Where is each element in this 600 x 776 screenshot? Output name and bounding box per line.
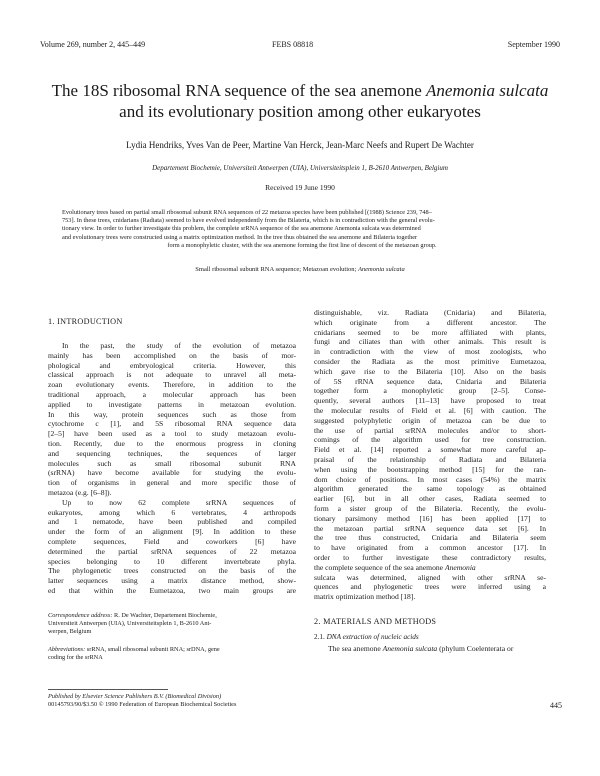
body-line: form a sister group of the Bilateria. Recently, the evolu-	[314, 503, 546, 513]
section-heading-methods: 2. MATERIALS AND METHODS	[314, 617, 437, 626]
body-line: Up to now 62 complete srRNA sequences of	[62, 497, 296, 507]
abstract-line: Evolutionary trees based on partial small ribosomal subunit RNA sequences of 22 metazoa species have been published [(1988) Science 239, 748–	[62, 209, 432, 216]
body-line: The sea anemone	[328, 644, 383, 653]
body-line: fungi and ciliates than with other animals. This result is	[314, 337, 546, 347]
body-line: applied to investigate patterns in metazoan evolution.	[48, 399, 296, 409]
body-line: which gave rise to the Bilateria [10]. Also on the basis	[314, 366, 546, 376]
body-line: tion of organisms in general and more specific those of	[48, 478, 296, 488]
title-line2: and its evolutionary position among other eukaryotes	[119, 102, 481, 121]
author-list: Lydia Hendriks, Yves Van de Peer, Martine Van Herck, Jean-Marc Neefs and Rupert De Wachter	[126, 140, 474, 150]
abbreviations-line: srRNA, small ribosomal subunit RNA; srDNA, gene	[85, 646, 220, 653]
body-line: mainly has been accomplished on the basis of mor-	[48, 350, 296, 360]
keywords	[40, 266, 560, 273]
column-right-body	[314, 308, 546, 602]
column-left-body	[48, 341, 296, 596]
body-line: metazoa (e.g. [6–8]).	[48, 487, 112, 497]
body-line: in contradiction with the view of most zoologists, who	[314, 347, 546, 357]
body-line: sulcata was determined, aligned with other srRNA se-	[314, 572, 546, 582]
body-line: tionary parsimony method [16] has been applied [17] to	[314, 513, 546, 523]
body-line: algorithm generated the same topology as obtained	[314, 484, 546, 494]
body-line: the complete sequence of the sea anemone	[314, 562, 445, 572]
body-line: In the past, the study of the evolution of metazoa	[62, 341, 296, 350]
body-line: Field et al. [14] reported a somewhat more careful ap-	[314, 445, 546, 455]
subsection-title: DNA extraction of nucleic acids	[326, 633, 419, 641]
body-line: zoan evolutionary events. Therefore, in addition to the	[48, 380, 296, 390]
body-line: traditional approach, a molecular approach has been	[48, 389, 296, 399]
species-name: Anemonia sulcata	[382, 644, 438, 653]
body-line: complete sequences, Field and coworkers [6] have	[48, 536, 296, 546]
body-line: species belonging to 10 different invertebrate phyla.	[48, 556, 296, 566]
body-line: distinguishable, viz. Radiata (Cnidaria) and Bilateria,	[314, 308, 546, 317]
abstract	[62, 209, 542, 250]
abbreviations-line: coding for the srRNA	[48, 654, 103, 662]
body-line: the molecular results of Field et al. [6] with caution. The	[314, 405, 546, 415]
body-line: order to further investigate these contradictory results,	[314, 552, 546, 562]
body-line: dom choice of positions. In most cases (54%) the matrix	[314, 474, 546, 484]
body-line: molecules such as small ribosomal subunit RNA	[48, 458, 296, 468]
body-line: [2–5] have been used as a tool to study metazoan evolu-	[48, 429, 296, 439]
body-line: praisal of the relationship of Radiata and Bilateria	[314, 454, 546, 464]
abbreviations-note	[48, 646, 296, 662]
body-line: classical approach is not adequate to unravel all meta-	[48, 370, 296, 380]
abbreviations-label: Abbreviations:	[48, 646, 86, 653]
body-line: quences and phylogenetic trees were inferred using a	[314, 582, 546, 592]
abstract-line: form a monophyletic cluster, with the sea anemone forming the first line of descent of the metazoan group.	[167, 241, 437, 249]
abstract-line: 753]. In these trees, cnidarians (Radiata) seemed to have evolved independently from the Bilateria, which is in contradiction with the general evolu-	[62, 217, 435, 225]
body-line: which originate from a different ancestor. The	[314, 317, 546, 327]
body-line: under the form of an alignment [9]. In addition to these	[48, 527, 296, 537]
section-heading-introduction: 1. INTRODUCTION	[48, 317, 123, 326]
correspondence-line: werpen, Belgium	[48, 628, 92, 636]
body-line: cnidarians seemed to be more affiliated with plants,	[314, 327, 546, 337]
title-line1: The 18S ribosomal RNA sequence of the sea anemone	[51, 81, 427, 100]
body-line: to have originated from a common ancestor [17]. In	[314, 543, 546, 553]
body-line: of 5S rRNA sequence data, Cnidaria and Bilateria	[314, 376, 546, 386]
species-name: Anemonia	[444, 562, 476, 572]
body-line: tion. Recently, due to the enormous progress in cloning	[48, 438, 296, 448]
body-line: suggested polyphyletic origin of metazoa can be due to	[314, 415, 546, 425]
body-line: the tree thus constructed, Cnidaria and Bilateria seem	[314, 533, 546, 543]
paper-title	[40, 80, 560, 122]
abstract-line: tionary view. In order to further investigate this problem, the complete srRNA sequence of the sea anemone Anemonia sulcata was determined	[62, 225, 421, 233]
body-line: consider the Radiata as the most primitive Eumetazoa,	[314, 356, 546, 366]
body-line: together form a monophyletic group [2–5]. Conse-	[314, 386, 546, 396]
subsection-heading	[314, 633, 419, 643]
body-line: cytochrome c [1], and 5S ribosomal RNA sequence data	[48, 419, 296, 429]
footer-divider	[48, 689, 168, 690]
methods-body	[314, 644, 546, 654]
body-line: eukaryotes, among which 6 vertebrates, 4 arthropods	[48, 507, 296, 517]
body-line: In this way, protein sequences such as those from	[48, 409, 296, 419]
body-line: quently, several authors [11–13] have proposed to treat	[314, 396, 546, 406]
page-number: 445	[550, 701, 562, 710]
abstract-line: and evolutionary trees were constructed using a matrix optimization method. In the tree thus obtained the sea anemone and Bilateria together	[62, 233, 418, 241]
copyright-line: 00145793/90/$3.50 © 1990 Federation of European Biochemical Societies	[48, 701, 237, 709]
publisher-line: Published by Elsevier Science Publishers B.V. (Biomedical Division)	[48, 693, 222, 700]
body-line: determined the partial srRNA sequences of 22 metazoa	[48, 546, 296, 556]
subsection-number: 2.1.	[314, 633, 327, 641]
journal-volume: Volume 269, number 2, 445–449	[40, 40, 146, 49]
received-date: Received 19 June 1990	[265, 183, 335, 192]
correspondence-line: Universiteit Antwerpen (UIA), Universiteitsplein 1, B-2610 Ant-	[48, 620, 212, 628]
body-line: when using the bootstrapping method [15] for the ran-	[314, 464, 546, 474]
body-line: and sequencing techniques, the sequences of larger	[48, 448, 296, 458]
publisher-footer	[48, 693, 348, 710]
body-line: earlier [6], but in all other cases, Radiata seemed to	[314, 494, 546, 504]
body-line: and 1 nematode, have been published and compiled	[48, 517, 296, 527]
affiliation: Departement Biochemie, Universiteit Antwerpen (UIA), Universiteitsplein 1, B-2610 Antwerpen, Belgium	[152, 164, 448, 172]
body-line: (phylum Coelenterata or	[437, 644, 514, 653]
issue-date: September 1990	[507, 40, 560, 49]
article-code: FEBS 08818	[272, 40, 314, 49]
correspondence-note	[48, 612, 296, 636]
body-line: comings of the algorithm used for tree construction.	[314, 435, 546, 445]
keywords-text: Small ribosomal subunit RNA sequence; Metazoan evolution;	[195, 266, 358, 273]
keywords-species: Anemonia sulcata	[357, 266, 405, 273]
body-line: matrix optimization method [18].	[314, 592, 416, 602]
body-line: the use of partial srRNA molecules and/or to short-	[314, 425, 546, 435]
body-line: the metazoan partial srRNA sequence data set [6]. In	[314, 523, 546, 533]
body-line: ed that within the Eumetazoa, two main groups are	[48, 585, 296, 595]
correspondence-label: Correspondence address:	[48, 612, 113, 619]
title-species: Anemonia sulcata	[426, 81, 549, 100]
body-line: (srRNA) have become available for studying the evolu-	[48, 468, 296, 478]
body-line: latter sequences using a matrix distance method, show-	[48, 576, 296, 586]
body-line: phological and embryological criteria. However, this	[48, 360, 296, 370]
correspondence-line: R. De Wachter, Departement Biochemie,	[112, 612, 217, 619]
body-line: The phylogenetic trees constructed on the basis of the	[48, 566, 296, 576]
